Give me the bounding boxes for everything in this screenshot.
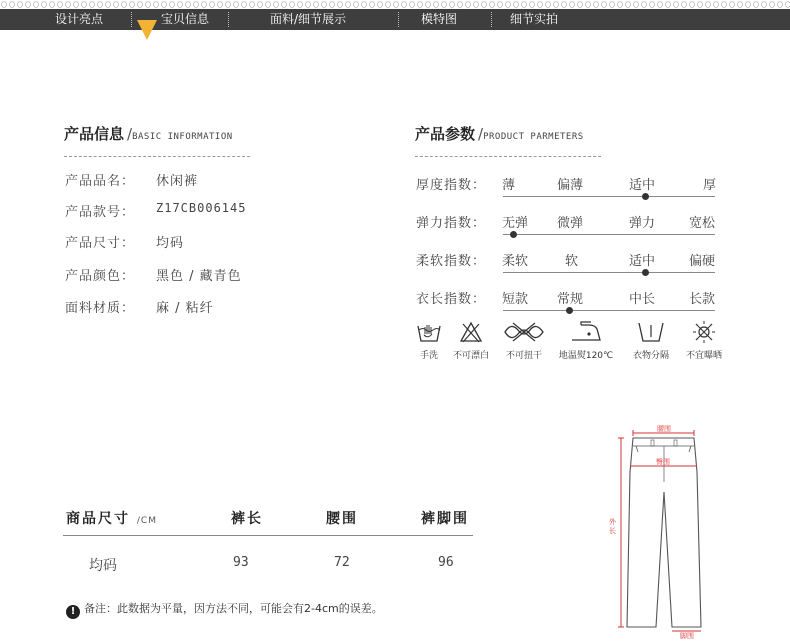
param-option: 厚 — [703, 178, 717, 193]
note-text: 备注：此数据为平量，因方法不同，可能会有2-4cm的误差。 — [84, 602, 383, 615]
size-header-title: 商品尺寸 — [66, 511, 130, 527]
param-option: 无弹 — [502, 216, 529, 231]
care-item — [554, 320, 618, 361]
care-item — [446, 320, 496, 361]
info-label-name: 产品品名： — [65, 174, 136, 189]
decorative-border — [0, 0, 790, 9]
param-option: 中长 — [629, 292, 656, 307]
measurement-note — [66, 600, 383, 619]
info-value-size: 均码 — [156, 236, 185, 251]
nav-tab-real-shots[interactable]: 细节实拍 — [510, 12, 559, 26]
info-label-color: 产品颜色： — [65, 269, 136, 284]
care-label: 不可扭干 — [505, 351, 542, 361]
param-option: 柔软 — [502, 254, 529, 269]
param-option: 常规 — [557, 292, 584, 307]
info-value-color: 黑色 / 藏青色 — [156, 269, 242, 284]
param-option: 偏硬 — [689, 254, 716, 269]
param-label-thickness: 厚度指数： — [416, 178, 487, 193]
param-label-length: 衣长指数： — [416, 292, 487, 307]
param-indicator-dot — [642, 193, 649, 200]
param-indicator-dot — [642, 269, 649, 276]
length-label: 外长 — [609, 518, 616, 535]
nav-tab-model[interactable]: 模特图 — [421, 12, 458, 26]
top-nav — [0, 0, 790, 30]
care-item — [626, 320, 676, 361]
param-option: 适中 — [629, 178, 656, 193]
param-option: 长款 — [689, 292, 716, 307]
section-divider — [64, 156, 250, 157]
nav-active-marker — [137, 20, 157, 40]
product-params-title-text: 产品参数 — [415, 125, 476, 143]
size-cell-hem: 96 — [438, 555, 454, 570]
size-cell-waist: 72 — [334, 555, 350, 570]
product-info-title-text: 产品信息 — [64, 125, 125, 143]
product-params-title: 产品参数 /PRODUCT PARMETERS — [415, 125, 584, 143]
size-header-hem: 裤脚围 — [421, 511, 469, 527]
product-info-title: 产品信息 /BASIC INFORMATION — [64, 125, 233, 143]
param-label-softness: 柔软指数： — [416, 254, 487, 269]
nav-tab-highlights[interactable]: 设计亮点 — [55, 12, 104, 26]
info-label-size: 产品尺寸： — [65, 236, 136, 251]
care-label: 不宜曝晒 — [685, 351, 722, 361]
care-label: 衣物分隔 — [632, 351, 669, 361]
care-label: 手洗 — [419, 351, 438, 361]
param-option: 宽松 — [689, 216, 716, 231]
product-params-subtitle: PRODUCT PARMETERS — [483, 132, 584, 142]
care-item — [499, 320, 549, 361]
param-option: 薄 — [502, 178, 516, 193]
nav-divider — [491, 12, 492, 27]
param-indicator-dot — [566, 307, 573, 314]
size-header-label — [66, 508, 157, 528]
pants-measurement-diagram — [600, 422, 720, 640]
size-header-unit: /CM — [136, 516, 157, 526]
care-item — [680, 320, 728, 361]
nav-divider — [131, 12, 132, 27]
param-scale-line — [503, 234, 715, 235]
separate-wash-icon — [637, 320, 665, 344]
no-wring-icon — [503, 320, 545, 344]
param-option: 短款 — [502, 292, 529, 307]
waist-label: 腰围 — [657, 425, 671, 433]
low-iron-icon — [569, 320, 603, 344]
size-table-divider — [63, 535, 473, 536]
param-scale-line — [503, 272, 715, 273]
nav-bar — [0, 9, 790, 30]
size-cell-size: 均码 — [89, 558, 117, 574]
info-value-name: 休闲裤 — [156, 174, 199, 189]
care-label: 不可漂白 — [452, 351, 489, 361]
pants-icon — [600, 422, 720, 640]
param-indicator-dot — [510, 231, 517, 238]
section-divider — [415, 156, 601, 157]
param-option: 微弹 — [557, 216, 584, 231]
care-item — [414, 320, 444, 361]
hem-label: 脚围 — [680, 632, 694, 640]
info-value-style-no: Z17CB006145 — [156, 201, 247, 215]
nav-divider — [398, 12, 399, 27]
no-bleach-icon — [459, 320, 483, 344]
param-option: 弹力 — [629, 216, 656, 231]
hip-label: 臀围 — [656, 458, 670, 466]
product-info-subtitle: BASIC INFORMATION — [132, 132, 233, 142]
size-header-waist: 腰围 — [326, 511, 358, 527]
nav-divider — [228, 12, 229, 27]
param-label-elasticity: 弹力指数： — [416, 216, 487, 231]
size-cell-length: 93 — [233, 555, 249, 570]
nav-tab-product-info[interactable]: 宝贝信息 — [161, 12, 210, 26]
info-value-material: 麻 / 粘纤 — [156, 301, 214, 316]
nav-tab-fabric-detail[interactable]: 面料/细节展示 — [270, 12, 347, 26]
no-sun-icon — [692, 320, 716, 344]
hand-wash-icon — [416, 320, 442, 344]
param-option: 偏薄 — [557, 178, 584, 193]
info-label-material: 面料材质： — [65, 301, 136, 316]
param-option: 软 — [565, 254, 579, 269]
param-scale-line — [503, 310, 715, 311]
size-header-length: 裤长 — [231, 511, 263, 527]
care-label: 地温熨120℃ — [558, 351, 614, 361]
param-option: 适中 — [629, 254, 656, 269]
param-scale-line — [503, 196, 715, 197]
exclamation-icon: ! — [66, 605, 80, 619]
info-label-style-no: 产品款号： — [65, 205, 136, 220]
